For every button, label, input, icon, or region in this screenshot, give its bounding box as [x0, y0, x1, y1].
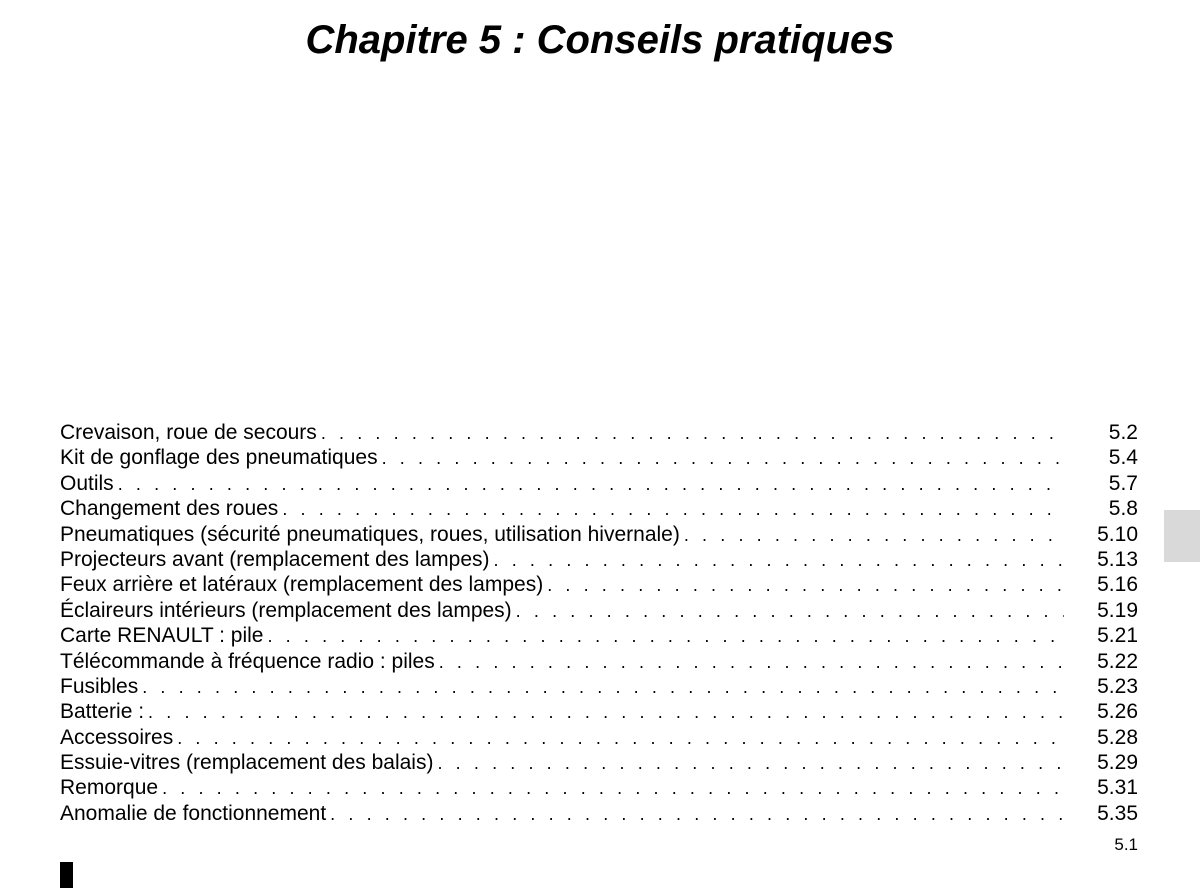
toc-entry-page: 5.26	[1097, 700, 1138, 724]
toc-entry-page: 5.16	[1097, 573, 1138, 597]
toc-entry-label: Anomalie de fonctionnement	[60, 801, 330, 826]
toc-entry-accessoires[interactable]	[60, 725, 1138, 750]
toc-entry-label: Accessoires	[60, 725, 177, 750]
toc-dot-leader	[321, 421, 1064, 446]
toc-entry-page: 5.13	[1097, 547, 1138, 571]
toc-dot-leader	[118, 472, 1064, 497]
toc-entry-label: Télécommande à fréquence radio : piles	[60, 649, 439, 674]
toc-entry-page: 5.29	[1097, 751, 1138, 775]
chapter-thumb-tab	[1164, 510, 1200, 562]
toc-entry-page: 5.21	[1097, 624, 1138, 648]
toc-entry-essuie-vitres[interactable]	[60, 750, 1138, 775]
toc-dot-leader	[148, 700, 1064, 725]
toc-dot-leader	[516, 599, 1064, 624]
toc-entry-outils[interactable]	[60, 471, 1138, 496]
print-crop-mark	[60, 862, 73, 888]
toc-entry-carte-renault[interactable]	[60, 623, 1138, 648]
toc-entry-fusibles[interactable]	[60, 674, 1138, 699]
toc-entry-page: 5.4	[1108, 446, 1138, 470]
toc-entry-telecommande[interactable]	[60, 649, 1138, 674]
toc-dot-leader	[494, 548, 1064, 573]
toc-entry-batterie[interactable]	[60, 699, 1138, 724]
toc-dot-leader	[547, 573, 1064, 598]
toc-entry-page: 5.35	[1097, 801, 1138, 825]
toc-dot-leader	[267, 624, 1064, 649]
toc-entry-label: Éclaireurs intérieurs (remplacement des lampes)	[60, 598, 516, 623]
toc-entry-kit-gonflage[interactable]	[60, 445, 1138, 470]
toc-dot-leader	[282, 497, 1064, 522]
toc-entry-label: Fusibles	[60, 674, 142, 699]
toc-entry-page: 5.28	[1097, 725, 1138, 749]
toc-entry-page: 5.19	[1097, 598, 1138, 622]
toc-entry-label: Essuie-vitres (remplacement des balais)	[60, 750, 437, 775]
toc-entry-page: 5.10	[1097, 522, 1138, 546]
chapter-title: Chapitre 5 : Conseils pratiques	[305, 18, 895, 62]
toc-dot-leader	[330, 802, 1064, 827]
toc-entry-pneumatiques[interactable]	[60, 522, 1138, 547]
toc-entry-label: Projecteurs avant (remplacement des lampes)	[60, 547, 494, 572]
toc-dot-leader	[162, 776, 1064, 801]
toc-entry-label: Remorque	[60, 775, 162, 800]
toc-entry-label: Carte RENAULT : pile	[60, 623, 267, 648]
toc-dot-leader	[684, 523, 1064, 548]
toc-entry-crevaison[interactable]	[60, 420, 1138, 445]
toc-entry-projecteurs-avant[interactable]	[60, 547, 1138, 572]
toc-entry-label: Outils	[60, 471, 118, 496]
toc-dot-leader	[142, 675, 1064, 700]
toc-entry-label: Feux arrière et latéraux (remplacement des lampes)	[60, 572, 547, 597]
table-of-contents	[60, 420, 1138, 826]
toc-dot-leader	[439, 650, 1064, 675]
toc-entry-feux-arriere[interactable]	[60, 572, 1138, 597]
toc-entry-eclaireurs-interieurs[interactable]	[60, 598, 1138, 623]
toc-entry-label: Batterie :	[60, 699, 148, 724]
toc-entry-changement-roues[interactable]	[60, 496, 1138, 521]
page-number: 5.1	[1114, 835, 1138, 854]
toc-dot-leader	[437, 751, 1064, 776]
toc-entry-page: 5.31	[1097, 776, 1138, 800]
toc-entry-anomalie[interactable]	[60, 801, 1138, 826]
toc-entry-remorque[interactable]	[60, 775, 1138, 800]
toc-entry-label: Crevaison, roue de secours	[60, 420, 321, 445]
toc-entry-label: Changement des roues	[60, 496, 282, 521]
toc-entry-page: 5.2	[1108, 421, 1138, 444]
toc-entry-page: 5.22	[1097, 649, 1138, 673]
toc-entry-page: 5.8	[1108, 497, 1138, 521]
toc-entry-label: Kit de gonflage des pneumatiques	[60, 445, 382, 470]
toc-dot-leader	[177, 726, 1064, 751]
toc-dot-leader	[382, 446, 1064, 471]
toc-entry-page: 5.7	[1108, 471, 1138, 495]
toc-entry-page: 5.23	[1097, 674, 1138, 698]
toc-entry-label: Pneumatiques (sécurité pneumatiques, roues, utilisation hivernale)	[60, 522, 684, 547]
